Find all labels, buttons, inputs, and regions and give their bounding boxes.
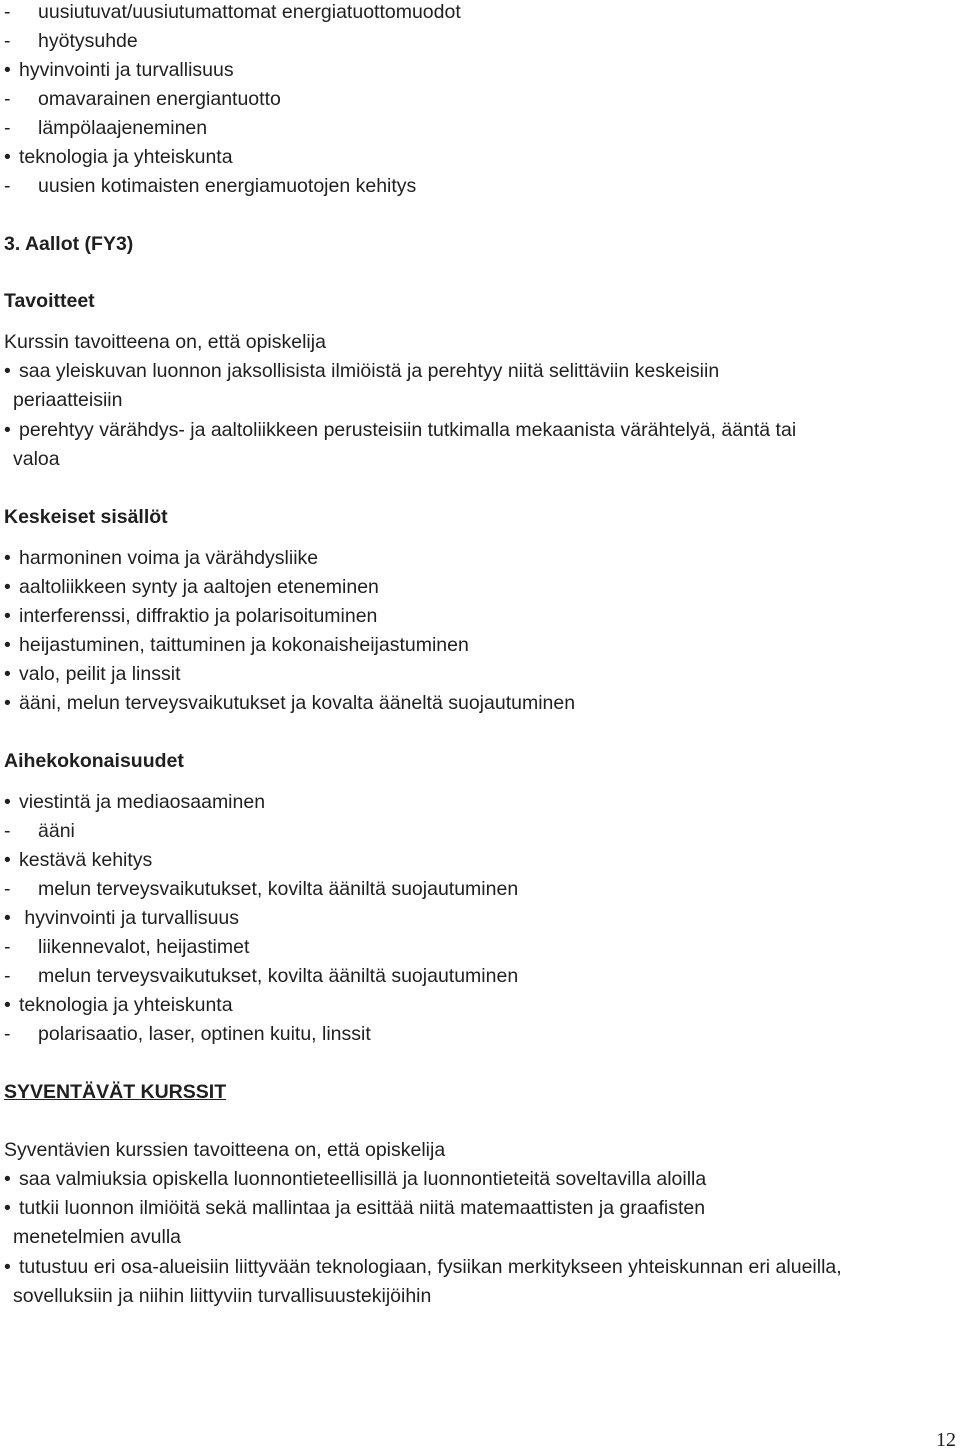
- list-item: - liikennevalot, heijastimet: [4, 936, 250, 958]
- list-item: • teknologia ja yhteiskunta: [4, 146, 233, 168]
- list-item: • kestävä kehitys: [4, 849, 153, 871]
- list-item: • tutkii luonnon ilmiöitä sekä mallintaa ja esittää niitä matemaattisten ja graafisten: [4, 1197, 706, 1219]
- list-item: • viestintä ja mediaosaaminen: [4, 791, 266, 813]
- list-item: - melun terveysvaikutukset, kovilta ääniltä suojautuminen: [4, 965, 519, 987]
- list-item: • harmoninen voima ja värähdysliike: [4, 547, 319, 569]
- list-item: - melun terveysvaikutukset, kovilta ääniltä suojautuminen: [4, 878, 519, 900]
- page-number: 12: [936, 1429, 956, 1451]
- list-item: • hyvinvointi ja turvallisuus: [4, 907, 240, 929]
- list-item: • perehtyy värähdys- ja aaltoliikkeen perusteisiin tutkimalla mekaanista värähtelyä, ääntä tai: [4, 419, 797, 441]
- list-item: • aaltoliikkeen synty ja aaltojen eteneminen: [4, 576, 379, 598]
- list-item: • saa yleiskuvan luonnon jaksollisista ilmiöistä ja perehtyy niitä selittäviin keskeisiin: [4, 360, 720, 382]
- syventavat-intro: Syventävien kurssien tavoitteena on, että opiskelija: [4, 1139, 446, 1161]
- list-item: • tutustuu eri osa-alueisiin liittyvään teknologiaan, fysiikan merkitykseen yhteiskunnan eri alueilla,: [4, 1256, 842, 1278]
- list-item: • ääni, melun terveysvaikutukset ja kovalta ääneltä suojautuminen: [4, 692, 576, 714]
- tavoitteet-heading: Tavoitteet: [4, 290, 95, 312]
- keskeiset-heading: Keskeiset sisällöt: [4, 506, 168, 528]
- tavoitteet-intro: Kurssin tavoitteena on, että opiskelija: [4, 331, 326, 353]
- list-item: - uusiutuvat/uusiutumattomat energiatuottomuodot: [4, 1, 461, 23]
- course-title: 3. Aallot (FY3): [4, 233, 134, 255]
- list-item: - lämpölaajeneminen: [4, 117, 208, 139]
- list-item: - uusien kotimaisten energiamuotojen kehitys: [4, 175, 417, 197]
- list-item: • interferenssi, diffraktio ja polarisoituminen: [4, 605, 378, 627]
- list-item: • teknologia ja yhteiskunta: [4, 994, 233, 1016]
- list-item: • valo, peilit ja linssit: [4, 663, 181, 685]
- list-item: - polarisaatio, laser, optinen kuitu, linssit: [4, 1023, 371, 1045]
- aihekokonaisuudet-heading: Aihekokonaisuudet: [4, 750, 184, 772]
- syventavat-heading: SYVENTÄVÄT KURSSIT: [4, 1081, 227, 1103]
- list-item: - ääni: [4, 820, 75, 842]
- list-item: - omavarainen energiantuotto: [4, 88, 281, 110]
- list-item: • heijastuminen, taittuminen ja kokonaisheijastuminen: [4, 634, 469, 656]
- list-item: • hyvinvointi ja turvallisuus: [4, 59, 234, 81]
- list-item: • saa valmiuksia opiskella luonnontieteellisillä ja luonnontieteitä soveltavilla aloilla: [4, 1168, 707, 1190]
- list-item: - hyötysuhde: [4, 30, 138, 52]
